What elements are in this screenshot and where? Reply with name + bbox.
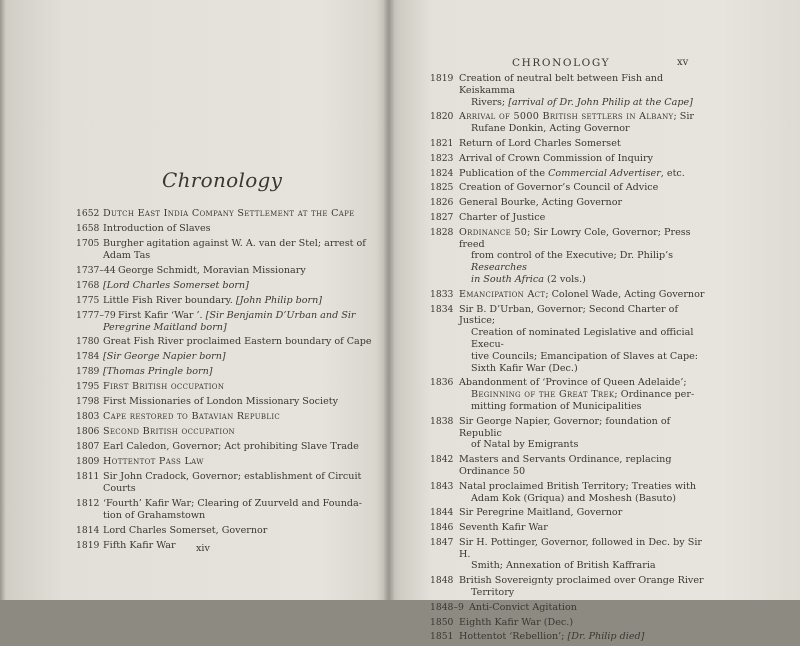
entry-text: ; Ordinance per- bbox=[614, 389, 695, 401]
entry-text-line bbox=[430, 197, 705, 209]
chronology-entry bbox=[76, 238, 376, 262]
entry-text: First Kafir ‘War ’. bbox=[118, 309, 206, 321]
chronology-entry bbox=[76, 351, 376, 363]
chronology-entry bbox=[430, 182, 705, 194]
entry-year: 1819 bbox=[430, 73, 454, 84]
entry-text: Beginning of the Great Trek bbox=[471, 389, 615, 401]
entry-year: 1780 bbox=[76, 336, 100, 348]
entry-text-line bbox=[430, 377, 705, 389]
entry-text-line bbox=[430, 587, 705, 599]
entry-text: Fifth Kafir War bbox=[103, 539, 176, 551]
entry-year: 1825 bbox=[430, 182, 454, 194]
entry-text-line bbox=[430, 537, 705, 561]
entry-text-line bbox=[430, 481, 705, 493]
entry-year: 1820 bbox=[430, 111, 454, 123]
entry-text: British Sovereignty proclaimed over Orange River bbox=[459, 575, 704, 587]
entry-text: Creation of Governor’s Council of Advice bbox=[459, 182, 659, 194]
entry-text: [Thomas Pringle born] bbox=[103, 366, 213, 378]
entry-year: 1833 bbox=[430, 288, 454, 300]
chronology-entry bbox=[430, 153, 705, 165]
entry-text: Earl Caledon, Governor; Act prohibiting Slave Trade bbox=[103, 441, 359, 453]
entry-text: Peregrine Maitland born] bbox=[103, 321, 227, 333]
entry-text: [Dr. Philip died] bbox=[567, 631, 645, 643]
entry-text: Territory bbox=[471, 587, 515, 599]
chronology-entry bbox=[430, 416, 705, 451]
entry-text-line bbox=[430, 97, 705, 109]
chronology-entry bbox=[430, 631, 705, 643]
entry-text: Sir George Napier, Governor; foundation of Republic bbox=[459, 415, 671, 439]
entry-text-line bbox=[76, 250, 376, 262]
entry-text-line bbox=[430, 602, 705, 614]
left-folio: xiv bbox=[196, 543, 210, 554]
entry-text-line bbox=[76, 396, 376, 408]
entry-text: ‘Fourth’ Kafir War; Clearing of Zuurveld and Founda- bbox=[103, 498, 363, 510]
entry-text: Courts bbox=[103, 483, 136, 495]
entry-text-line bbox=[430, 168, 705, 180]
entry-text-line bbox=[430, 389, 705, 401]
entry-text-line bbox=[76, 471, 376, 483]
entry-text: ; Colonel Wade, Acting Governor bbox=[545, 288, 705, 300]
entry-text: Great Fish River proclaimed Eastern boundary of Cape bbox=[103, 336, 372, 348]
chronology-entry bbox=[430, 481, 705, 505]
chronology-entry bbox=[76, 295, 376, 307]
entry-year: 1807 bbox=[76, 441, 100, 453]
chronology-entry bbox=[430, 227, 705, 286]
entry-text: Sixth Kafir War (Dec.) bbox=[471, 362, 578, 374]
entry-text: Charter of Justice bbox=[459, 211, 546, 223]
entry-text-line bbox=[430, 212, 705, 224]
entry-year: 1819 bbox=[76, 539, 100, 551]
entry-text-line bbox=[76, 483, 376, 495]
entry-text-line bbox=[430, 351, 705, 363]
chronology-entry bbox=[76, 498, 376, 522]
chronology-entry bbox=[76, 525, 376, 537]
entry-year: 1806 bbox=[76, 426, 100, 438]
entry-text: Adam Tas bbox=[103, 249, 151, 261]
entry-year: 1814 bbox=[76, 524, 100, 536]
chronology-entry bbox=[76, 310, 376, 334]
chronology-entry bbox=[76, 280, 376, 292]
entry-year: 1838 bbox=[430, 415, 454, 427]
entry-text: Return of Lord Charles Somerset bbox=[459, 137, 621, 149]
chronology-entry bbox=[76, 396, 376, 408]
entry-text: General Bourke, Acting Governor bbox=[459, 197, 623, 209]
entry-text: , etc. bbox=[660, 167, 685, 179]
entry-text-line bbox=[76, 426, 376, 438]
entry-year: 1809 bbox=[76, 456, 100, 468]
entry-year: 1737–44 bbox=[76, 264, 116, 276]
chronology-entry bbox=[76, 426, 376, 438]
entry-year: 1812 bbox=[76, 498, 100, 510]
entry-text: Hottentot ‘Rebellion’; bbox=[459, 631, 568, 643]
chronology-entry bbox=[430, 212, 705, 224]
entry-text: Burgher agitation against W. A. van der Stel; arrest of bbox=[103, 237, 366, 249]
entry-text-line bbox=[76, 295, 376, 307]
chronology-entry bbox=[76, 471, 376, 495]
entry-text-line bbox=[430, 416, 705, 440]
entry-text: Dutch East India Company Settlement at the Cape bbox=[103, 208, 355, 219]
chronology-entry bbox=[430, 617, 705, 629]
chronology-entry bbox=[76, 441, 376, 453]
entry-year: 1789 bbox=[76, 366, 100, 378]
entry-year: 1844 bbox=[430, 507, 454, 519]
right-chronology-list bbox=[430, 73, 705, 646]
entry-text: Sir H. Pottinger, Governor, followed in Dec. by Sir H. bbox=[459, 536, 702, 560]
chronology-entry bbox=[430, 522, 705, 534]
chronology-entry bbox=[76, 223, 376, 235]
chronology-entry bbox=[76, 265, 376, 277]
entry-text: Adam Kok (Griqua) and Moshesh (Basuto) bbox=[471, 492, 676, 504]
entry-text-line bbox=[76, 238, 376, 250]
chronology-entry bbox=[430, 537, 705, 572]
chronology-entry bbox=[430, 289, 705, 301]
entry-text-line bbox=[76, 441, 376, 453]
chronology-entry bbox=[430, 507, 705, 519]
entry-text: Masters and Servants Ordinance, replacing Ordinance 50 bbox=[459, 454, 672, 477]
entry-text: of Natal by Emigrants bbox=[471, 439, 579, 451]
entry-text-line bbox=[76, 280, 376, 292]
entry-year: 1848–9 bbox=[430, 601, 464, 613]
entry-text-line bbox=[76, 381, 376, 393]
entry-text-line bbox=[430, 631, 705, 643]
entry-text: Commercial Advertiser bbox=[548, 167, 661, 179]
entry-text: Anti-Convict Agitation bbox=[469, 601, 577, 613]
entry-year: 1803 bbox=[76, 411, 100, 423]
chronology-entry bbox=[430, 197, 705, 209]
entry-text-line bbox=[430, 617, 705, 629]
entry-year: 1652 bbox=[76, 208, 100, 219]
chronology-entry bbox=[430, 377, 705, 412]
chronology-entry bbox=[76, 336, 376, 348]
chronology-entry bbox=[430, 304, 705, 375]
entry-year: 1658 bbox=[76, 222, 100, 234]
entry-text: [Lord Charles Somerset born] bbox=[103, 279, 249, 291]
entry-year: 1823 bbox=[430, 152, 454, 164]
entry-text: Creation of neutral belt between Fish and Keiskamma bbox=[459, 73, 664, 96]
entry-text: First British occupation bbox=[103, 381, 225, 393]
entry-text: Second British occupation bbox=[103, 426, 235, 438]
entry-text: ; Sir bbox=[673, 111, 694, 123]
entry-text-line bbox=[430, 274, 705, 286]
chronology-entry bbox=[76, 411, 376, 423]
entry-year: 1777–79 bbox=[76, 309, 116, 321]
entry-year: 1842 bbox=[430, 454, 454, 466]
chronology-entry bbox=[430, 575, 705, 599]
running-head: CHRONOLOGY bbox=[512, 57, 611, 69]
entry-year: 1798 bbox=[76, 396, 100, 408]
entry-year: 1768 bbox=[76, 279, 100, 291]
entry-text: [Sir George Napier born] bbox=[103, 351, 226, 363]
entry-text: Seventh Kafir War bbox=[459, 522, 548, 534]
entry-text-line bbox=[430, 363, 705, 375]
entry-text-line bbox=[430, 227, 705, 251]
entry-text: Introduction of Slaves bbox=[103, 222, 211, 234]
entry-text-line bbox=[76, 510, 376, 522]
chronology-entry bbox=[76, 381, 376, 393]
entry-text: [arrival of Dr. John Philip at the Cape] bbox=[508, 96, 693, 108]
entry-text: Hottentot Pass Law bbox=[103, 456, 204, 468]
chronology-entry bbox=[430, 111, 705, 135]
entry-text: Rufane Donkin, Acting Governor bbox=[471, 123, 630, 135]
entry-text-line bbox=[76, 498, 376, 510]
entry-year: 1821 bbox=[430, 137, 454, 149]
entry-text: George Schmidt, Moravian Missionary bbox=[118, 264, 306, 276]
chronology-entry bbox=[430, 73, 705, 108]
entry-year: 1847 bbox=[430, 536, 454, 548]
entry-year: 1784 bbox=[76, 351, 100, 363]
entry-text-line bbox=[76, 223, 376, 235]
entry-text: [Sir Benjamin D’Urban and Sir bbox=[205, 309, 356, 321]
chronology-entry bbox=[76, 366, 376, 378]
entry-text: Natal proclaimed British Territory; Treaties with bbox=[459, 480, 697, 492]
entry-text: Arrival of Crown Commission of Inquiry bbox=[459, 152, 653, 164]
left-chronology-list bbox=[76, 208, 376, 555]
entry-text-line bbox=[430, 304, 705, 328]
entry-text: in South Africa bbox=[471, 273, 544, 285]
entry-text-line bbox=[76, 322, 376, 334]
entry-text: tive Councils; Emancipation of Slaves at Cape: bbox=[471, 350, 699, 362]
entry-text-line bbox=[76, 336, 376, 348]
entry-text: Cape restored to Batavian Republic bbox=[103, 411, 281, 423]
entry-text: from control of the Executive; Dr. Philip’s bbox=[471, 250, 674, 262]
entry-text-line bbox=[76, 265, 376, 277]
entry-year: 1826 bbox=[430, 197, 454, 209]
entry-text-line bbox=[430, 289, 705, 301]
page-title: Chronology bbox=[162, 168, 283, 192]
entry-year: 1834 bbox=[430, 303, 454, 315]
entry-text: (2 vols.) bbox=[543, 273, 586, 285]
entry-text-line bbox=[76, 411, 376, 423]
entry-text: Abandonment of ‘Province of Queen Adelaide’; bbox=[459, 377, 687, 389]
entry-text-line bbox=[76, 310, 376, 322]
entry-text-line bbox=[76, 456, 376, 468]
chronology-entry bbox=[430, 138, 705, 150]
entry-text: Publication of the bbox=[459, 167, 549, 179]
entry-text: First Missionaries of London Missionary Society bbox=[103, 396, 339, 408]
entry-text: Lord Charles Somerset, Governor bbox=[103, 524, 268, 536]
entry-text: mitting formation of Municipalities bbox=[471, 400, 642, 412]
entry-text-line bbox=[430, 73, 705, 97]
entry-text-line bbox=[76, 540, 376, 552]
entry-text-line bbox=[430, 123, 705, 135]
entry-text: Rivers; bbox=[471, 96, 509, 108]
entry-text-line bbox=[430, 401, 705, 413]
entry-text-line bbox=[430, 560, 705, 572]
chronology-entry bbox=[76, 540, 376, 552]
entry-text: Sir John Cradock, Governor; establishment of Circuit bbox=[103, 471, 362, 483]
entry-year: 1848 bbox=[430, 575, 454, 587]
entry-year: 1850 bbox=[430, 616, 454, 628]
chronology-entry bbox=[76, 208, 376, 220]
entry-text: Sir Peregrine Maitland, Governor bbox=[459, 507, 623, 519]
entry-text-line bbox=[430, 153, 705, 165]
entry-text-line bbox=[430, 575, 705, 587]
right-folio: xv bbox=[677, 57, 689, 68]
entry-text: Creation of nominated Legislative and official Execu- bbox=[471, 327, 694, 350]
entry-text-line bbox=[430, 182, 705, 194]
entry-year: 1811 bbox=[76, 471, 100, 483]
entry-year: 1851 bbox=[430, 631, 454, 643]
entry-text-line bbox=[430, 507, 705, 519]
entry-text: Sir B. D’Urban, Governor; Second Charter of Justice; bbox=[459, 303, 679, 327]
entry-text: Ordinance 50 bbox=[459, 226, 528, 238]
entry-text-line bbox=[430, 111, 705, 123]
entry-text-line bbox=[430, 138, 705, 150]
entry-year: 1843 bbox=[430, 480, 454, 492]
entry-text: tion of Grahamstown bbox=[103, 509, 206, 521]
chronology-entry bbox=[76, 456, 376, 468]
entry-year: 1795 bbox=[76, 381, 100, 393]
entry-text-line bbox=[430, 327, 705, 351]
entry-year: 1775 bbox=[76, 294, 100, 306]
entry-year: 1836 bbox=[430, 377, 454, 389]
entry-text: Emancipation Act bbox=[459, 288, 546, 300]
book-gutter bbox=[383, 0, 395, 600]
entry-year: 1827 bbox=[430, 211, 454, 223]
entry-text-line bbox=[430, 454, 705, 478]
entry-text: Little Fish River boundary. bbox=[103, 294, 236, 306]
entry-text-line bbox=[76, 366, 376, 378]
entry-text: [John Philip born] bbox=[235, 294, 323, 306]
entry-text-line bbox=[430, 250, 705, 274]
entry-text-line bbox=[430, 439, 705, 451]
entry-year: 1828 bbox=[430, 226, 454, 238]
entry-text: ; Sir Lowry Cole, Governor; Press freed bbox=[459, 226, 691, 250]
entry-year: 1824 bbox=[430, 167, 454, 179]
entry-text-line bbox=[430, 522, 705, 534]
entry-year: 1846 bbox=[430, 522, 454, 534]
entry-text-line bbox=[430, 493, 705, 505]
entry-year: 1705 bbox=[76, 237, 100, 249]
entry-text: Researches bbox=[471, 262, 527, 274]
chronology-entry bbox=[430, 454, 705, 478]
chronology-entry bbox=[430, 602, 705, 614]
entry-text-line bbox=[76, 208, 376, 220]
chronology-entry bbox=[430, 168, 705, 180]
entry-text-line bbox=[76, 351, 376, 363]
entry-text: Eighth Kafir War (Dec.) bbox=[459, 616, 574, 628]
entry-text: Arrival of 5000 British settlers in Albany bbox=[459, 111, 674, 123]
entry-text: Smith; Annexation of British Kaffraria bbox=[471, 560, 656, 572]
entry-text-line bbox=[76, 525, 376, 537]
